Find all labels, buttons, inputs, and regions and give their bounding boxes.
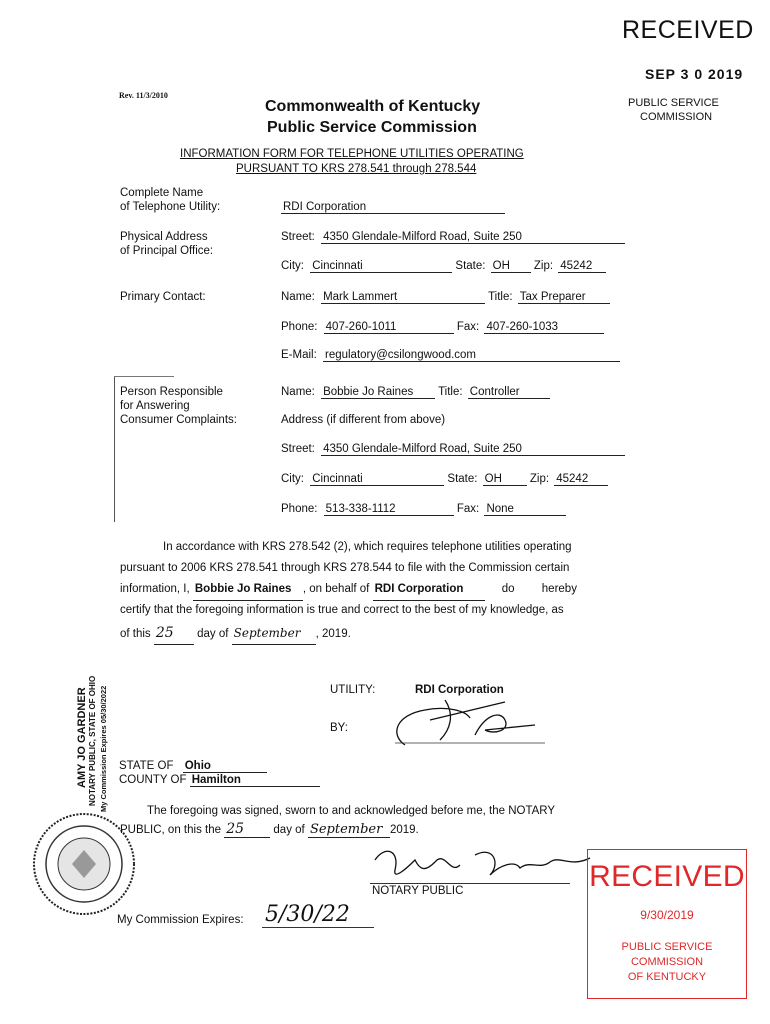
zip-value: 45242 (558, 260, 606, 273)
seal-name-vertical: AMY JO GARDNER (76, 687, 88, 788)
state-label: State: (455, 260, 486, 272)
cert-line-5-c: , 2019. (315, 628, 351, 640)
complaints-phone-value: 513-338-1112 (324, 503, 454, 516)
notary-county-row (119, 774, 320, 787)
complaints-street-row (281, 443, 625, 456)
notary-county-label: COUNTY OF (119, 774, 187, 786)
notary-state-row (119, 760, 267, 773)
complaints-zip-label: Zip: (529, 473, 550, 485)
complaints-phone-label: Phone: (281, 503, 318, 515)
cert-line-3-b: , on behalf of (302, 583, 370, 595)
commission-expires-value: 5/30/22 (265, 902, 350, 927)
contact-fax-value: 407-260-1033 (484, 321, 604, 334)
complaints-street-label: Street: (281, 443, 315, 455)
cert-day: 25 (154, 623, 194, 645)
complaints-title-label: Title: (438, 386, 463, 398)
notary-county-value: Hamilton (190, 774, 320, 787)
received-stamp-red (587, 849, 747, 999)
cert-line-5-a: of this (120, 628, 151, 640)
complaints-box-top (114, 376, 174, 377)
cert-line-5-b: day of (197, 628, 229, 640)
contact-email-value: regulatory@csilongwood.com (323, 349, 620, 362)
cert-line-3-a: information, I, (120, 583, 190, 595)
street-label: Street: (281, 231, 315, 243)
red-stamp-date: 9/30/2019 (640, 908, 694, 922)
complaints-label-2: for Answering (120, 400, 190, 412)
notary-public-label: NOTARY PUBLIC (372, 885, 464, 897)
address-label-1: Physical Address (120, 231, 208, 243)
contact-name-value: Mark Lammert (321, 291, 485, 304)
complaints-name-label: Name: (281, 386, 315, 398)
complaints-state-value: OH (483, 473, 527, 486)
utility-signature (385, 690, 555, 750)
contact-fax-label: Fax: (456, 321, 480, 333)
zip-label: Zip: (533, 260, 554, 272)
contact-phone-row (281, 321, 604, 334)
red-stamp-line-3: OF KENTUCKY (627, 971, 707, 983)
notary-line-1: The foregoing was signed, sworn to and acknowledged before me, the NOTARY (147, 805, 556, 817)
street-value: 4350 Glendale-Milford Road, Suite 250 (321, 231, 625, 244)
cert-company: RDI Corporation (373, 579, 485, 601)
notary-line-2 (120, 821, 419, 838)
revision-date: Rev. 11/3/2010 (119, 91, 168, 100)
cert-line-4: certify that the foregoing information is true and correct to the best of my knowledge, as (120, 604, 564, 616)
complaints-fax-value: None (484, 503, 566, 516)
complaints-address-note: Address (if different from above) (281, 414, 446, 426)
sig-utility-label: UTILITY: (330, 684, 376, 696)
utility-label-2: of Telephone Utility: (120, 201, 221, 213)
complaints-street-value: 4350 Glendale-Milford Road, Suite 250 (321, 443, 625, 456)
red-stamp-line-1: PUBLIC SERVICE (621, 941, 713, 953)
contact-email-label: E-Mail: (281, 349, 317, 361)
complaints-label-1: Person Responsible (120, 386, 223, 398)
city-value: Cincinnati (310, 260, 452, 273)
notary-signature-line (370, 883, 570, 884)
complaints-state-label: State: (447, 473, 478, 485)
complaints-city-label: City: (281, 473, 304, 485)
red-stamp-received: RECEIVED (589, 860, 745, 893)
sig-by-label: BY: (330, 722, 348, 734)
received-stamp-org-1: PUBLIC SERVICE (628, 97, 719, 109)
utility-name-text: RDI Corporation (281, 201, 505, 214)
commission-expires-label: My Commission Expires: (117, 914, 244, 926)
complaints-city-row (281, 473, 608, 486)
complaints-box-border (114, 376, 115, 522)
red-stamp-org (588, 940, 746, 985)
seal-line3-vertical: My Commission Expires 05/30/2022 (99, 685, 108, 812)
complaints-zip-value: 45242 (554, 473, 608, 486)
address-label-2: of Principal Office: (120, 245, 214, 257)
contact-phone-value: 407-260-1011 (324, 321, 454, 334)
complaints-title-value: Controller (468, 386, 550, 399)
utility-label-1: Complete Name (120, 187, 204, 199)
utility-name-value (281, 201, 505, 214)
received-stamp-title: RECEIVED (622, 16, 754, 44)
state-value: OH (491, 260, 531, 273)
contact-name-row (281, 291, 610, 304)
notary-state-label: STATE OF (119, 760, 174, 772)
city-label: City: (281, 260, 304, 272)
cert-line-3-d: hereby (541, 583, 577, 595)
notary-line-2-a: PUBLIC, on this the (120, 824, 221, 836)
commission-expires-line (262, 927, 374, 928)
complaints-city-value: Cincinnati (310, 473, 444, 486)
cert-line-2: pursuant to 2006 KRS 278.541 through KRS 278.544 to file with the Commission certain (120, 562, 570, 574)
complaints-fax-label: Fax: (456, 503, 480, 515)
header-line-1: Commonwealth of Kentucky (265, 98, 481, 115)
contact-email-row (281, 349, 620, 362)
notary-month: September (308, 822, 390, 838)
cert-line-5 (120, 623, 351, 645)
primary-contact-label: Primary Contact: (120, 291, 206, 303)
seal-line2-vertical: NOTARY PUBLIC, STATE OF OHIO (88, 675, 97, 806)
address-street-row (281, 231, 625, 244)
received-stamp-date: SEP 3 0 2019 (645, 66, 744, 82)
received-stamp-org-2: COMMISSION (640, 111, 713, 123)
address-city-row (281, 260, 606, 273)
cert-line-3 (120, 579, 577, 601)
contact-title-label: Title: (488, 291, 513, 303)
complaints-phone-row (281, 503, 566, 516)
red-stamp-line-2: COMMISSION (630, 956, 704, 968)
notary-state-value: Ohio (183, 760, 267, 773)
cert-name: Bobbie Jo Raines (193, 579, 303, 601)
cert-month: September (232, 623, 316, 645)
contact-name-label: Name: (281, 291, 315, 303)
notary-line-2-c: 2019. (389, 824, 419, 836)
complaints-name-row (281, 386, 550, 399)
notary-day: 25 (224, 821, 270, 838)
cert-line-3-c: do (501, 583, 515, 595)
contact-title-value: Tax Preparer (518, 291, 610, 304)
notary-line-2-b: day of (273, 824, 305, 836)
form-title-line-2: PURSUANT TO KRS 278.541 through 278.544 (236, 163, 477, 175)
header-line-2: Public Service Commission (267, 119, 477, 136)
cert-line-1: In accordance with KRS 278.542 (2), which requires telephone utilities operating (163, 541, 572, 553)
sig-utility-value: RDI Corporation (415, 684, 504, 696)
complaints-label-3: Consumer Complaints: (120, 414, 237, 426)
contact-phone-label: Phone: (281, 321, 318, 333)
complaints-name-value: Bobbie Jo Raines (321, 386, 435, 399)
form-title-line-1: INFORMATION FORM FOR TELEPHONE UTILITIES OPERATING (180, 148, 524, 160)
